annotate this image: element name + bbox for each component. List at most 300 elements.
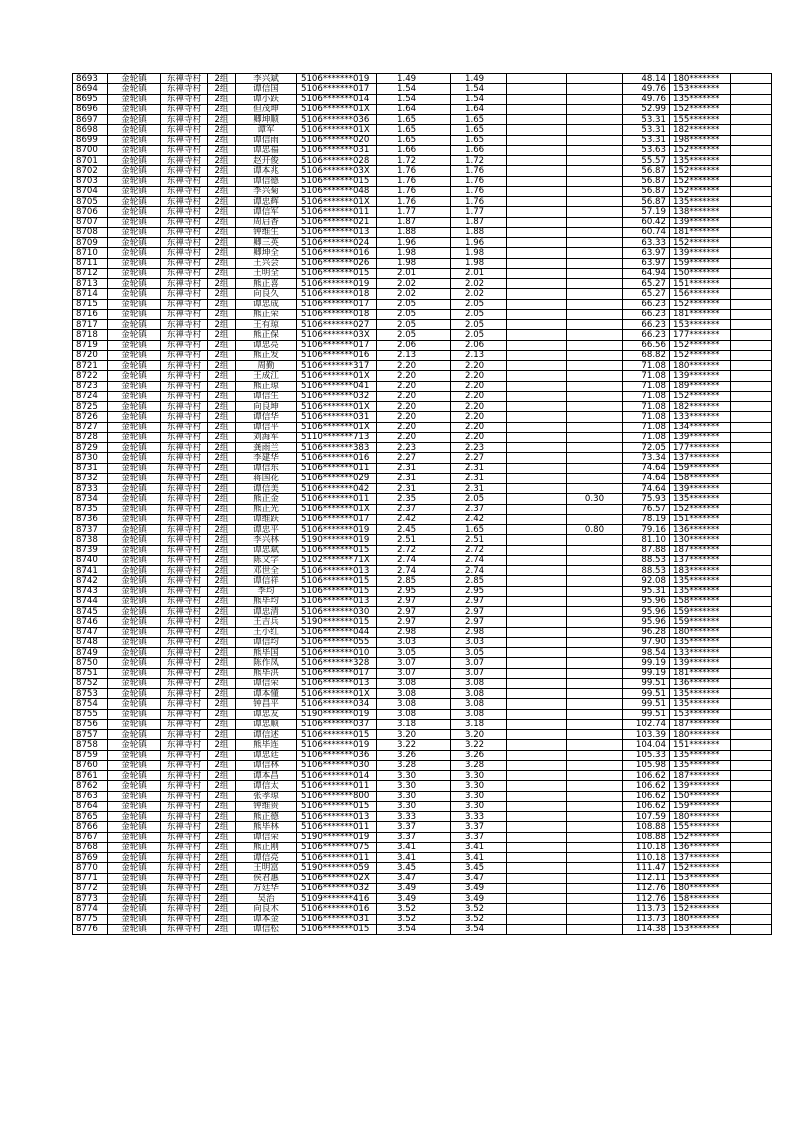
village-cell: 东禅寺村 (161, 555, 208, 565)
area-a-cell: 2.01 (451, 268, 507, 278)
town-cell: 金轮镇 (108, 678, 161, 688)
amount-cell: 49.76 (623, 84, 670, 94)
village-cell: 东禅寺村 (161, 607, 208, 617)
phone-cell: 139******* (670, 658, 731, 668)
table-row (73, 176, 772, 186)
area-b-cell (507, 525, 567, 535)
table-row (73, 484, 772, 494)
group-cell: 2组 (208, 678, 236, 688)
town-cell: 金轮镇 (108, 299, 161, 309)
name-cell: 王兴会 (236, 258, 297, 268)
row-number-cell: 8752 (73, 678, 108, 688)
area-a-cell: 3.49 (451, 883, 507, 893)
area-a-cell: 1.98 (451, 248, 507, 258)
area-c-cell (567, 443, 623, 453)
amount-cell: 113.73 (623, 904, 670, 914)
row-number-cell: 8742 (73, 576, 108, 586)
row-number-cell: 8768 (73, 842, 108, 852)
area-c-cell (567, 402, 623, 412)
amount-cell: 74.64 (623, 463, 670, 473)
name-cell: 谭信祥 (236, 576, 297, 586)
area-a-cell: 2.20 (451, 432, 507, 442)
group-cell: 2组 (208, 402, 236, 412)
town-cell: 金轮镇 (108, 801, 161, 811)
area-total-cell: 2.13 (377, 350, 451, 360)
area-c-cell (567, 135, 623, 145)
phone-cell: 135******* (670, 699, 731, 709)
area-c-cell (567, 668, 623, 678)
blank-cell (731, 914, 772, 924)
area-a-cell: 2.98 (451, 627, 507, 637)
name-cell: 熊正德 (236, 812, 297, 822)
town-cell: 金轮镇 (108, 330, 161, 340)
phone-cell: 153******* (670, 84, 731, 94)
table-row (73, 832, 772, 842)
amount-cell: 99.51 (623, 699, 670, 709)
name-cell: 谭信松 (236, 924, 297, 934)
village-cell: 东禅寺村 (161, 894, 208, 904)
row-number-cell: 8706 (73, 207, 108, 217)
id-number-cell: 5106*******013 (297, 566, 377, 576)
town-cell: 金轮镇 (108, 719, 161, 729)
area-total-cell: 3.47 (377, 873, 451, 883)
area-total-cell: 2.23 (377, 443, 451, 453)
amount-cell: 112.76 (623, 894, 670, 904)
row-number-cell: 8722 (73, 371, 108, 381)
group-cell: 2组 (208, 812, 236, 822)
row-number-cell: 8746 (73, 617, 108, 627)
village-cell: 东禅寺村 (161, 781, 208, 791)
area-b-cell (507, 299, 567, 309)
area-c-cell (567, 873, 623, 883)
group-cell: 2组 (208, 545, 236, 555)
table-row (73, 627, 772, 637)
area-c-cell (567, 535, 623, 545)
area-a-cell: 3.07 (451, 658, 507, 668)
area-total-cell: 3.20 (377, 730, 451, 740)
phone-cell: 150******* (670, 791, 731, 801)
area-b-cell (507, 730, 567, 740)
table-row (73, 791, 772, 801)
area-a-cell: 2.51 (451, 535, 507, 545)
table-row (73, 422, 772, 432)
blank-cell (731, 719, 772, 729)
area-a-cell: 1.77 (451, 207, 507, 217)
table-row (73, 166, 772, 176)
id-number-cell: 5106*******013 (297, 678, 377, 688)
village-cell: 东禅寺村 (161, 320, 208, 330)
area-a-cell: 2.31 (451, 463, 507, 473)
town-cell: 金轮镇 (108, 658, 161, 668)
group-cell: 2组 (208, 422, 236, 432)
row-number-cell: 8707 (73, 217, 108, 227)
blank-cell (731, 94, 772, 104)
amount-cell: 106.62 (623, 801, 670, 811)
amount-cell: 74.64 (623, 484, 670, 494)
id-number-cell: 5106*******03X (297, 330, 377, 340)
blank-cell (731, 873, 772, 883)
area-total-cell: 2.42 (377, 514, 451, 524)
blank-cell (731, 545, 772, 555)
group-cell: 2组 (208, 832, 236, 842)
name-cell: 钟维贵 (236, 801, 297, 811)
row-number-cell: 8696 (73, 104, 108, 114)
village-cell: 东禅寺村 (161, 176, 208, 186)
town-cell: 金轮镇 (108, 535, 161, 545)
row-number-cell: 8727 (73, 422, 108, 432)
town-cell: 金轮镇 (108, 514, 161, 524)
area-a-cell: 2.13 (451, 350, 507, 360)
id-number-cell: 5190*******019 (297, 709, 377, 719)
village-cell: 东禅寺村 (161, 791, 208, 801)
blank-cell (731, 145, 772, 155)
name-cell: 谭信均 (236, 637, 297, 647)
area-c-cell (567, 197, 623, 207)
area-total-cell: 1.76 (377, 197, 451, 207)
amount-cell: 63.33 (623, 238, 670, 248)
area-b-cell (507, 84, 567, 94)
phone-cell: 189******* (670, 381, 731, 391)
amount-cell: 112.76 (623, 883, 670, 893)
row-number-cell: 8766 (73, 822, 108, 832)
phone-cell: 181******* (670, 227, 731, 237)
area-total-cell: 3.07 (377, 658, 451, 668)
area-c-cell: 0.30 (567, 494, 623, 504)
area-c-cell (567, 822, 623, 832)
phone-cell: 158******* (670, 473, 731, 483)
area-c-cell (567, 94, 623, 104)
phone-cell: 182******* (670, 402, 731, 412)
area-a-cell: 2.05 (451, 309, 507, 319)
row-number-cell: 8728 (73, 432, 108, 442)
town-cell: 金轮镇 (108, 381, 161, 391)
phone-cell: 180******* (670, 914, 731, 924)
village-cell: 东禅寺村 (161, 617, 208, 627)
phone-cell: 152******* (670, 504, 731, 514)
amount-cell: 95.96 (623, 617, 670, 627)
group-cell: 2组 (208, 801, 236, 811)
area-total-cell: 1.96 (377, 238, 451, 248)
name-cell: 谭信军 (236, 207, 297, 217)
area-c-cell (567, 576, 623, 586)
table-row (73, 658, 772, 668)
town-cell: 金轮镇 (108, 832, 161, 842)
phone-cell: 152******* (670, 176, 731, 186)
id-number-cell: 5106*******016 (297, 453, 377, 463)
town-cell: 金轮镇 (108, 84, 161, 94)
name-cell: 谭忠斌 (236, 545, 297, 555)
village-cell: 东禅寺村 (161, 832, 208, 842)
id-number-cell: 5106*******019 (297, 279, 377, 289)
area-b-cell (507, 504, 567, 514)
name-cell: 钟维生 (236, 227, 297, 237)
area-a-cell: 2.20 (451, 391, 507, 401)
phone-cell: 159******* (670, 607, 731, 617)
group-cell: 2组 (208, 156, 236, 166)
row-number-cell: 8763 (73, 791, 108, 801)
table-row (73, 904, 772, 914)
group-cell: 2组 (208, 555, 236, 565)
village-cell: 东禅寺村 (161, 801, 208, 811)
row-number-cell: 8708 (73, 227, 108, 237)
village-cell: 东禅寺村 (161, 914, 208, 924)
id-number-cell: 5106*******015 (297, 924, 377, 934)
name-cell: 谭信述 (236, 730, 297, 740)
village-cell: 东禅寺村 (161, 545, 208, 555)
name-cell: 周勤 (236, 361, 297, 371)
area-b-cell (507, 863, 567, 873)
name-cell: 陈作凤 (236, 658, 297, 668)
town-cell: 金轮镇 (108, 391, 161, 401)
phone-cell: 135******* (670, 576, 731, 586)
id-number-cell: 5106*******019 (297, 525, 377, 535)
village-cell: 东禅寺村 (161, 156, 208, 166)
area-a-cell: 3.37 (451, 822, 507, 832)
amount-cell: 110.18 (623, 853, 670, 863)
blank-cell (731, 853, 772, 863)
area-total-cell: 3.18 (377, 719, 451, 729)
area-b-cell (507, 309, 567, 319)
area-a-cell: 1.65 (451, 135, 507, 145)
amount-cell: 95.31 (623, 586, 670, 596)
blank-cell (731, 381, 772, 391)
table-row (73, 186, 772, 196)
town-cell: 金轮镇 (108, 555, 161, 565)
area-a-cell: 3.30 (451, 771, 507, 781)
area-total-cell: 3.37 (377, 822, 451, 832)
name-cell: 王成江 (236, 371, 297, 381)
table-row (73, 740, 772, 750)
area-b-cell (507, 566, 567, 576)
village-cell: 东禅寺村 (161, 125, 208, 135)
blank-cell (731, 361, 772, 371)
area-c-cell (567, 176, 623, 186)
area-c-cell (567, 545, 623, 555)
amount-cell: 95.96 (623, 596, 670, 606)
area-a-cell: 2.27 (451, 453, 507, 463)
name-cell: 侯君惠 (236, 873, 297, 883)
phone-cell: 139******* (670, 248, 731, 258)
town-cell: 金轮镇 (108, 924, 161, 934)
group-cell: 2组 (208, 566, 236, 576)
village-cell: 东禅寺村 (161, 627, 208, 637)
area-total-cell: 2.85 (377, 576, 451, 586)
table-row (73, 391, 772, 401)
blank-cell (731, 730, 772, 740)
name-cell: 谭信亮 (236, 853, 297, 863)
id-number-cell: 5110*******713 (297, 432, 377, 442)
row-number-cell: 8759 (73, 750, 108, 760)
group-cell: 2组 (208, 689, 236, 699)
row-number-cell: 8743 (73, 586, 108, 596)
town-cell: 金轮镇 (108, 94, 161, 104)
group-cell: 2组 (208, 340, 236, 350)
amount-cell: 64.94 (623, 268, 670, 278)
table-row (73, 586, 772, 596)
area-total-cell: 2.06 (377, 340, 451, 350)
area-c-cell (567, 145, 623, 155)
phone-cell: 152******* (670, 299, 731, 309)
phone-cell: 180******* (670, 812, 731, 822)
group-cell: 2组 (208, 699, 236, 709)
row-number-cell: 8733 (73, 484, 108, 494)
town-cell: 金轮镇 (108, 689, 161, 699)
blank-cell (731, 299, 772, 309)
table-row (73, 84, 772, 94)
amount-cell: 99.19 (623, 658, 670, 668)
area-total-cell: 2.97 (377, 596, 451, 606)
row-number-cell: 8729 (73, 443, 108, 453)
name-cell: 谭忠廷 (236, 750, 297, 760)
table-row (73, 771, 772, 781)
amount-cell: 88.53 (623, 566, 670, 576)
area-a-cell: 3.37 (451, 832, 507, 842)
group-cell: 2组 (208, 658, 236, 668)
area-total-cell: 3.08 (377, 709, 451, 719)
blank-cell (731, 596, 772, 606)
row-number-cell: 8699 (73, 135, 108, 145)
area-a-cell: 3.08 (451, 709, 507, 719)
town-cell: 金轮镇 (108, 258, 161, 268)
table-row (73, 268, 772, 278)
amount-cell: 73.34 (623, 453, 670, 463)
area-c-cell: 0.80 (567, 525, 623, 535)
village-cell: 东禅寺村 (161, 340, 208, 350)
name-cell: 谭军 (236, 125, 297, 135)
amount-cell: 78.19 (623, 514, 670, 524)
blank-cell (731, 637, 772, 647)
area-b-cell (507, 842, 567, 852)
area-total-cell: 3.54 (377, 924, 451, 934)
row-number-cell: 8775 (73, 914, 108, 924)
town-cell: 金轮镇 (108, 402, 161, 412)
id-number-cell: 5190*******019 (297, 535, 377, 545)
amount-cell: 63.97 (623, 258, 670, 268)
village-cell: 东禅寺村 (161, 678, 208, 688)
group-cell: 2组 (208, 248, 236, 258)
area-total-cell: 3.07 (377, 668, 451, 678)
blank-cell (731, 176, 772, 186)
row-number-cell: 8709 (73, 238, 108, 248)
village-cell: 东禅寺村 (161, 463, 208, 473)
area-total-cell: 1.54 (377, 84, 451, 94)
group-cell: 2组 (208, 484, 236, 494)
group-cell: 2组 (208, 84, 236, 94)
town-cell: 金轮镇 (108, 289, 161, 299)
area-total-cell: 3.08 (377, 689, 451, 699)
row-number-cell: 8693 (73, 74, 108, 84)
phone-cell: 134******* (670, 422, 731, 432)
area-c-cell (567, 227, 623, 237)
name-cell: 卿坤顺 (236, 115, 297, 125)
table-row (73, 781, 772, 791)
village-cell: 东禅寺村 (161, 238, 208, 248)
phone-cell: 177******* (670, 443, 731, 453)
row-number-cell: 8694 (73, 84, 108, 94)
blank-cell (731, 709, 772, 719)
row-number-cell: 8723 (73, 381, 108, 391)
amount-cell: 88.53 (623, 555, 670, 565)
area-b-cell (507, 484, 567, 494)
phone-cell: 136******* (670, 842, 731, 852)
table-row (73, 924, 772, 934)
area-b-cell (507, 279, 567, 289)
village-cell: 东禅寺村 (161, 494, 208, 504)
phone-cell: 158******* (670, 894, 731, 904)
name-cell: 熊毕均 (236, 596, 297, 606)
village-cell: 东禅寺村 (161, 709, 208, 719)
phone-cell: 133******* (670, 412, 731, 422)
amount-cell: 106.62 (623, 791, 670, 801)
area-total-cell: 3.49 (377, 894, 451, 904)
village-cell: 东禅寺村 (161, 873, 208, 883)
id-number-cell: 5190*******019 (297, 832, 377, 842)
table-row (73, 853, 772, 863)
blank-cell (731, 555, 772, 565)
group-cell: 2组 (208, 883, 236, 893)
id-number-cell: 5106*******031 (297, 914, 377, 924)
name-cell: 谭小跃 (236, 94, 297, 104)
area-total-cell: 3.37 (377, 832, 451, 842)
row-number-cell: 8771 (73, 873, 108, 883)
town-cell: 金轮镇 (108, 596, 161, 606)
village-cell: 东禅寺村 (161, 514, 208, 524)
name-cell: 熊正喜 (236, 279, 297, 289)
table-row (73, 207, 772, 217)
area-c-cell (567, 104, 623, 114)
group-cell: 2组 (208, 125, 236, 135)
area-b-cell (507, 689, 567, 699)
amount-cell: 53.63 (623, 145, 670, 155)
area-a-cell: 3.41 (451, 853, 507, 863)
id-number-cell: 5106*******041 (297, 381, 377, 391)
id-number-cell: 5106*******036 (297, 750, 377, 760)
area-total-cell: 1.65 (377, 115, 451, 125)
group-cell: 2组 (208, 279, 236, 289)
village-cell: 东禅寺村 (161, 402, 208, 412)
area-total-cell: 2.95 (377, 586, 451, 596)
id-number-cell: 5106*******019 (297, 740, 377, 750)
row-number-cell: 8757 (73, 730, 108, 740)
row-number-cell: 8740 (73, 555, 108, 565)
row-number-cell: 8721 (73, 361, 108, 371)
table-row (73, 473, 772, 483)
amount-cell: 66.56 (623, 340, 670, 350)
id-number-cell: 5106*******048 (297, 186, 377, 196)
phone-cell: 151******* (670, 279, 731, 289)
id-number-cell: 5106*******01X (297, 125, 377, 135)
blank-cell (731, 617, 772, 627)
blank-cell (731, 207, 772, 217)
id-number-cell: 5106*******037 (297, 719, 377, 729)
phone-cell: 182******* (670, 125, 731, 135)
area-b-cell (507, 268, 567, 278)
id-number-cell: 5106*******014 (297, 94, 377, 104)
amount-cell: 71.08 (623, 402, 670, 412)
row-number-cell: 8747 (73, 627, 108, 637)
area-a-cell: 1.65 (451, 115, 507, 125)
village-cell: 东禅寺村 (161, 730, 208, 740)
name-cell: 熊正发 (236, 350, 297, 360)
area-a-cell: 3.03 (451, 637, 507, 647)
town-cell: 金轮镇 (108, 207, 161, 217)
village-cell: 东禅寺村 (161, 637, 208, 647)
amount-cell: 105.33 (623, 750, 670, 760)
id-number-cell: 5106*******011 (297, 781, 377, 791)
blank-cell (731, 781, 772, 791)
group-cell: 2组 (208, 412, 236, 422)
phone-cell: 135******* (670, 689, 731, 699)
